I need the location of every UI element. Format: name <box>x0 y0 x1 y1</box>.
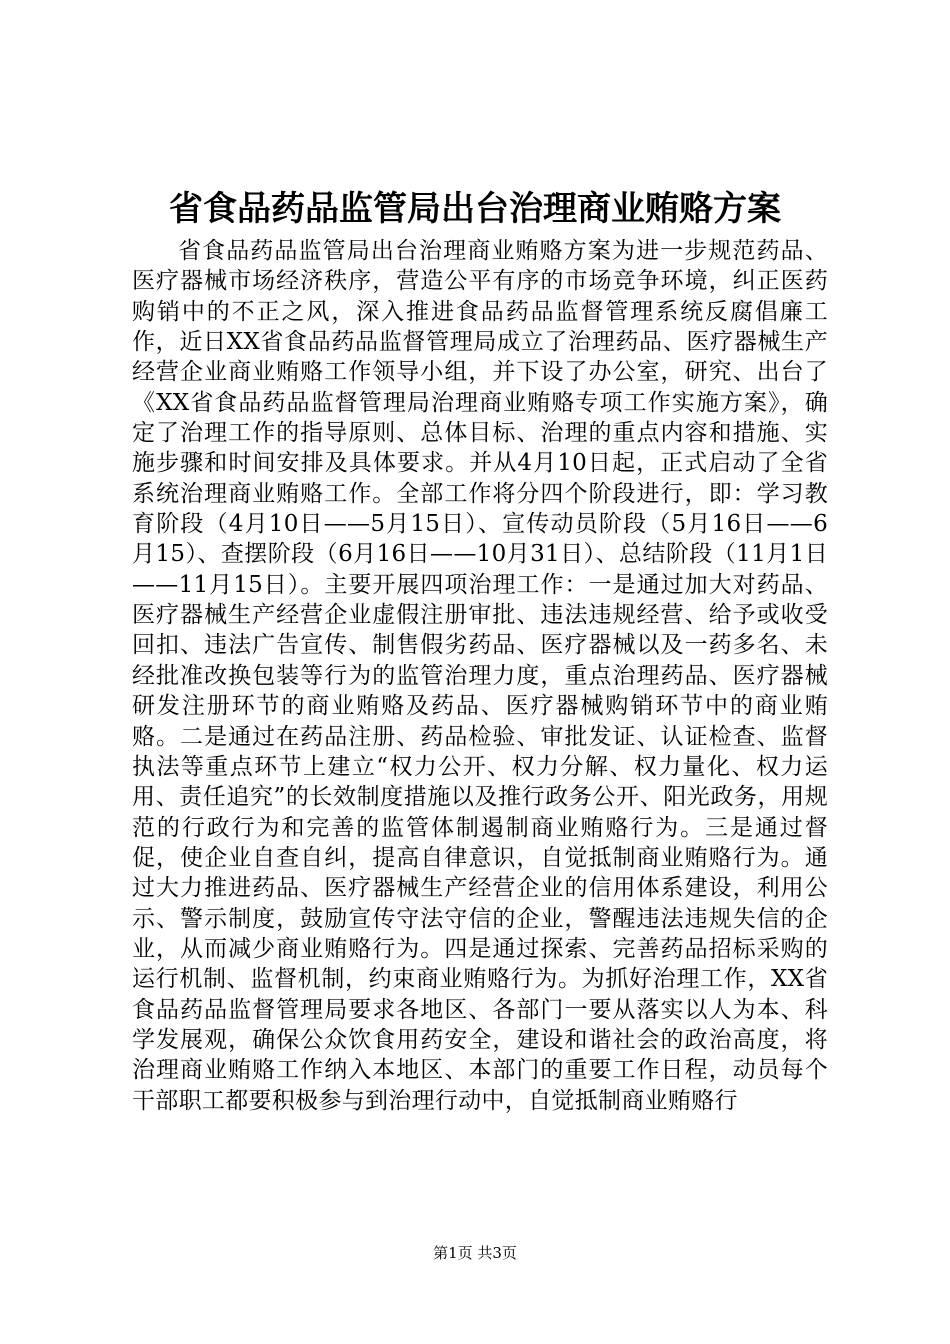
document-body-paragraph: 省食品药品监管局出台治理商业贿赂方案为进一步规范药品、医疗器械市场经济秩序，营造公平有序的市场竞争环境，纠正医药购销中的不正之风，深入推进食品药品监督管理系统反腐倡廉工作，近日XX省食品药品监督管理局成立了治理药品、医疗器械生产经营企业商业贿赂工作领导小组，并下设了办公室，研究、出台了《XX省食品药品监督管理局治理商业贿赂专项工作实施方案》，确定了治理工作的指导原则、总体目标、治理的重点内容和措施、实施步骤和时间安排及具体要求。并从4月10日起，正式启动了全省系统治理商业贿赂工作。全部工作将分四个阶段进行，即：学习教育阶段（4月10日——5月15日）、宣传动员阶段（5月16日——6月15）、查摆阶段（6月16日——10月31日）、总结阶段（11月1日——11月15日）。主要开展四项治理工作：一是通过加大对药品、医疗器械生产经营企业虚假注册审批、违法违规经营、给予或收受回扣、违法广告宣传、制售假劣药品、医疗器械以及一药多名、未经批准改换包装等行为的监管治理力度，重点治理药品、医疗器械研发注册环节的商业贿赂及药品、医疗器械购销环节中的商业贿赂。二是通过在药品注册、药品检验、审批发证、认证检查、监督执法等重点环节上建立“权力公开、权力分解、权力量化、权力运用、责任追究”的长效制度措施以及推行政务公开、阳光政务，用规范的行政行为和完善的监管体制遏制商业贿赂行为。三是通过督促，使企业自查自纠，提高自律意识，自觉抵制商业贿赂行为。通过大力推进药品、医疗器械生产经营企业的信用体系建设，利用公示、警示制度，鼓励宣传守法守信的企业，警醒违法违规失信的企业，从而减少商业贿赂行为。四是通过探索、完善药品招标采购的运行机制、监督机制，约束商业贿赂行为。为抓好治理工作，XX省食品药品监督管理局要求各地区、各部门一要从落实以人为本、科学发展观，确保公众饮食用药安全，建设和谐社会的政治高度，将治理商业贿赂工作纳入本地区、本部门的重要工作日程，动员每个干部职工都要积极参与到治理行动中，自觉抵制商业贿赂行 <box>132 238 828 1114</box>
document-title: 省食品药品监管局出台治理商业贿赂方案 <box>169 189 781 229</box>
page-number-footer: 第1页 共3页 <box>433 1244 517 1262</box>
